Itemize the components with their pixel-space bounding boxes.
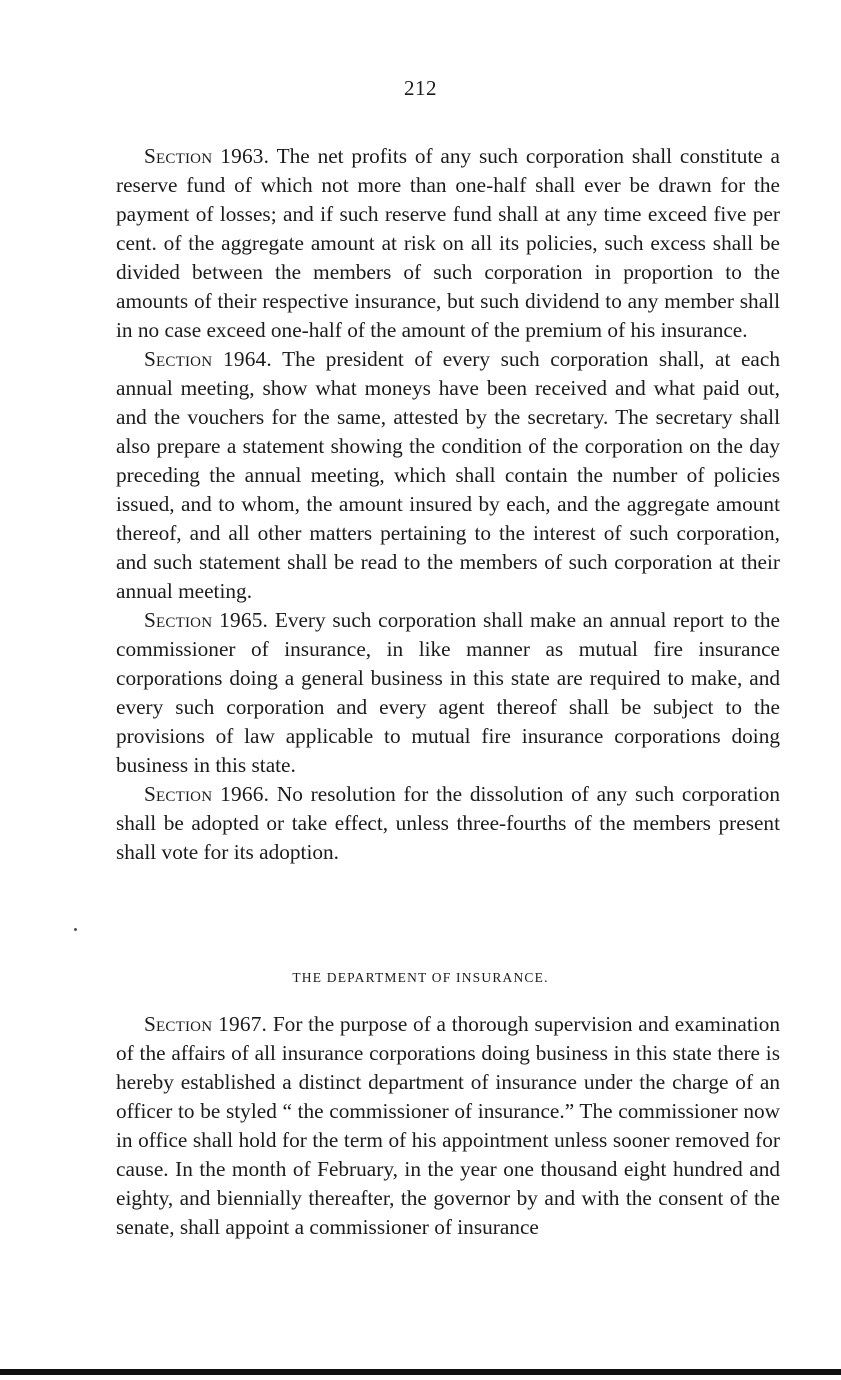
sections-block xyxy=(116,142,780,867)
section-1967 xyxy=(116,1010,780,1242)
section-1966 xyxy=(116,780,780,867)
section-text: For the purpose of a thorough supervision and examination of the affairs of all insurance corporations doing business in this state there is hereby established a distinct department of insurance under the charge of an officer to be styled “ the commissioner of insurance.” The commissioner now in office shall hold for the term of his appointment unless sooner removed for cause. In the month of February, in the year one thousand eight hundred and eighty, and biennially thereafter, the governor by and with the consent of the senate, shall appoint a commissioner of insurance xyxy=(116,1012,780,1239)
section-text: Every such corporation shall make an annual report to the commissioner of insurance, in like manner as mutual fire insurance corporations doing a general business in this state are required to make, and every such corporation and every agent thereof shall be subject to the provisions of law applicable to mutual fire insurance corporations doing business in this state. xyxy=(116,608,780,777)
section-1965 xyxy=(116,606,780,780)
section-label: Section 1965. xyxy=(144,608,269,632)
page-speck xyxy=(74,928,77,931)
section-label: Section 1964. xyxy=(144,347,272,371)
section-label: Section 1966. xyxy=(144,782,270,806)
section-text: The president of every such corporation shall, at each annual meeting, show what moneys have been received and what paid out, and the vouchers for the same, attested by the secretary. The secretary shall also prepare a statement showing the condition of the corporation on the day preceding the annual meeting, which shall contain the number of policies issued, and to whom, the amount insured by each, and the aggregate amount thereof, and all other matters pertaining to the interest of such corporation, and such statement shall be read to the members of such corporation at their annual meeting. xyxy=(116,347,780,603)
section-text: No resolution for the dissolution of any such corporation shall be adopted or take effect, unless three-fourths of the members present shall vote for its adoption. xyxy=(116,782,780,864)
section-1963 xyxy=(116,142,780,345)
section-1967-block xyxy=(116,1010,780,1242)
page-bottom-edge xyxy=(0,1369,841,1375)
page-number: 212 xyxy=(404,76,437,100)
section-1964 xyxy=(116,345,780,606)
section-label: Section 1967. xyxy=(144,1012,268,1036)
section-text: The net profits of any such corporation shall constitute a reserve fund of which not more than one-half shall ever be drawn for the payment of losses; and if such reserve fund shall at any time exceed five per cent. of the aggregate amount at risk on all its policies, such excess shall be divided between the members of such corporation in proportion to the amounts of their respective insurance, but such dividend to any member shall in no case exceed one-half of the amount of the premium of his insurance. xyxy=(116,144,780,342)
department-heading: THE DEPARTMENT OF INSURANCE. xyxy=(292,970,549,985)
section-label: Section 1963. xyxy=(144,144,270,168)
